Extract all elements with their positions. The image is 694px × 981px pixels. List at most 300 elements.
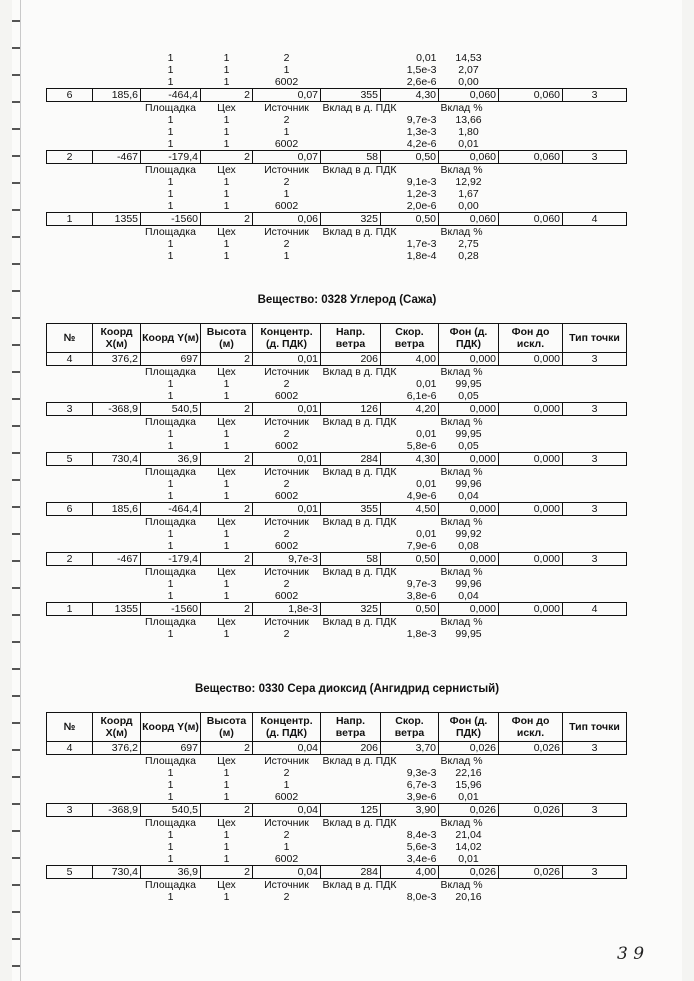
spacer-cell [499,138,627,151]
contribution-cell: 1 [167,390,174,402]
contribution-cell: Вклад в д. ПДК [322,566,397,578]
spacer-cell [499,126,627,138]
table-cell: -179,4 [141,151,201,164]
contribution-row [47,126,627,138]
contribution-cell: 2 [283,829,290,841]
table-cell: 0,07 [253,89,321,102]
table-cell: 5 [47,453,93,466]
contribution-cell: 1 [223,791,230,803]
contribution-cell: Вклад в д. ПДК [322,102,397,114]
contribution-cell: 6002 [274,590,299,602]
contribution-cell: 1 [167,76,174,88]
contribution-cell: 1 [167,126,174,138]
contribution-cell: Цех [217,616,236,628]
table-cell: 0,000 [499,553,563,566]
spacer-cell [499,590,627,603]
table-cell: -1560 [141,213,201,226]
table-cell: 58 [321,553,381,566]
table-cell: 1355 [93,603,141,616]
contribution-cell: 0,01 [416,528,437,540]
contribution-cell: 2,75 [458,238,479,250]
table-cell: 0,50 [381,603,439,616]
contribution-cell: 2 [283,176,290,188]
contribution-cell: Вклад % [440,616,483,628]
contribution-cell: 2,6e-6 [406,76,437,88]
table-cell: 0,026 [499,804,563,817]
table-cell: 0,000 [439,603,499,616]
spacer-cell [47,226,141,239]
contribution-cell: Вклад в д. ПДК [322,366,397,378]
spacer-cell [47,841,141,853]
contribution-cell: Вклад % [440,466,483,478]
contribution-cell: Вклад % [440,366,483,378]
contribution-row [47,176,627,188]
spacer-cell [47,76,141,89]
contribution-cell: Площадка [145,164,196,176]
contribution-cell: Площадка [145,879,196,891]
contribution-cell: 9,7e-3 [406,114,437,126]
contribution-row [47,791,627,804]
contribution-cell: 0,01 [458,791,479,803]
contribution-cell: 6002 [274,138,299,150]
contribution-cell: 1 [223,126,230,138]
spacer-cell [47,440,141,453]
contribution-cell: 1 [283,126,290,138]
contribution-cell: Вклад в д. ПДК [322,416,397,428]
contribution-cell: 1 [167,176,174,188]
table-cell: -464,4 [141,89,201,102]
table-cell: 284 [321,866,381,879]
contribution-cell: 1 [167,238,174,250]
table-cell: 0,060 [439,213,499,226]
contribution-cell: 1 [167,200,174,212]
column-header: Напр. ветра [321,324,381,353]
contribution-cell: 2 [283,578,290,590]
column-header: Фон (д. ПДК) [439,324,499,353]
contribution-cell: 0,01 [416,428,437,440]
spacer-cell [499,390,627,403]
contribution-cell: Цех [217,416,236,428]
spacer-cell [47,126,141,138]
table-cell: 3 [563,403,627,416]
table-cell: 3 [47,403,93,416]
table-cell: -368,9 [93,403,141,416]
table-cell: 2 [201,89,253,102]
spacer-cell [47,791,141,804]
spacer-cell [47,779,141,791]
table-cell: 0,50 [381,213,439,226]
contribution-cell: Вклад % [440,879,483,891]
contribution-row [47,767,627,779]
table-cell: 185,6 [93,503,141,516]
contribution-cell: 1 [167,891,174,903]
table-cell: 540,5 [141,403,201,416]
column-header: Высота (м) [201,324,253,353]
contribution-header [47,817,627,830]
contribution-cell: Вклад в д. ПДК [322,226,397,238]
contribution-cell: 1,5e-3 [406,64,437,76]
contribution-cell: Цех [217,226,236,238]
contribution-cell: 1,80 [458,126,479,138]
table-cell: 355 [321,89,381,102]
contribution-header [47,102,627,115]
spacer-cell [499,428,627,440]
spacer-cell [47,428,141,440]
contribution-cell: 1,67 [458,188,479,200]
contribution-cell: 6002 [274,390,299,402]
table-cell: 3 [563,353,627,366]
contribution-cell: Площадка [145,817,196,829]
table-cell: 2 [201,453,253,466]
contribution-cell: 1 [167,188,174,200]
table-cell: 4,30 [381,89,439,102]
contribution-cell: Вклад % [440,516,483,528]
substance-0328-table [46,323,627,640]
table-cell: 3 [563,866,627,879]
spacer-cell [47,853,141,866]
contribution-cell: 1 [167,590,174,602]
spacer-cell [47,879,141,892]
contribution-cell: 1 [167,578,174,590]
contribution-cell: 1 [167,628,174,640]
continuation-table [46,52,627,262]
table-cell: 0,000 [499,603,563,616]
table-cell: 125 [321,804,381,817]
column-header: Тип точки [563,324,627,353]
contribution-cell: Цех [217,817,236,829]
table-cell: 325 [321,603,381,616]
contribution-cell: Площадка [145,616,196,628]
contribution-cell: Цех [217,516,236,528]
column-header: Скор. ветра [381,324,439,353]
contribution-row [47,779,627,791]
contribution-cell: 1,8e-3 [406,628,437,640]
spacer-cell [47,238,141,250]
contribution-cell: 2 [283,238,290,250]
contribution-cell: 9,7e-3 [406,578,437,590]
contribution-cell: Вклад % [440,416,483,428]
contribution-cell: 1 [223,853,230,865]
contribution-cell: 0,01 [416,478,437,490]
table-cell: 0,01 [253,503,321,516]
contribution-row [47,114,627,126]
spacer-cell [47,52,141,64]
spacer-cell [499,102,627,115]
spacer-cell [47,102,141,115]
column-header: Высота (м) [201,713,253,742]
contribution-cell: 6002 [274,853,299,865]
table-cell: 0,04 [253,742,321,755]
contribution-cell: 5,6e-3 [406,841,437,853]
table-cell: -368,9 [93,804,141,817]
contribution-cell: Вклад в д. ПДК [322,466,397,478]
contribution-cell: 6002 [274,490,299,502]
table-cell: 4 [47,353,93,366]
table-cell: 4 [563,213,627,226]
spacer-cell [47,566,141,579]
contribution-row [47,200,627,213]
contribution-cell: 21,04 [455,829,482,841]
spacer-cell [499,841,627,853]
contribution-cell: 1 [283,250,290,262]
contribution-cell: Вклад в д. ПДК [322,879,397,891]
spacer-cell [499,817,627,830]
column-header: Скор. ветра [381,713,439,742]
spacer-cell [47,138,141,151]
contribution-cell: 2 [283,628,290,640]
spacer-cell [499,250,627,262]
table-cell: 0,06 [253,213,321,226]
table-cell: 0,060 [439,151,499,164]
table-cell: 0,04 [253,866,321,879]
contribution-header [47,164,627,177]
contribution-row [47,478,627,490]
contribution-cell: 6002 [274,200,299,212]
contribution-cell: 1 [167,478,174,490]
contribution-cell: 9,1e-3 [406,176,437,188]
contribution-cell: Площадка [145,566,196,578]
table-cell: 9,7e-3 [253,553,321,566]
table-row [47,742,627,755]
contribution-cell: Источник [264,755,309,767]
contribution-cell: 1 [223,250,230,262]
contribution-row [47,188,627,200]
contribution-cell: Вклад % [440,102,483,114]
table-cell: 2 [47,151,93,164]
contribution-cell: 1 [283,64,290,76]
spacer-cell [499,76,627,89]
contribution-cell: 1 [167,779,174,791]
table-cell: 697 [141,353,201,366]
contribution-cell: 99,96 [455,478,482,490]
table-cell: 4,30 [381,453,439,466]
contribution-row [47,841,627,853]
column-header: Тип точки [563,713,627,742]
table-cell: 376,2 [93,353,141,366]
table-cell: 126 [321,403,381,416]
contribution-row [47,891,627,903]
contribution-cell: 99,92 [455,528,482,540]
spacer-cell [499,200,627,213]
table-cell: 0,000 [499,353,563,366]
contribution-cell: 1 [223,114,230,126]
spacer-cell [47,366,141,379]
table-row [47,804,627,817]
table-cell: 3 [563,453,627,466]
contribution-cell: 1,2e-3 [406,188,437,200]
table-cell: 6 [47,89,93,102]
table-cell: 697 [141,742,201,755]
contribution-header [47,366,627,379]
contribution-cell: Вклад в д. ПДК [322,616,397,628]
column-header: Концентр. (д. ПДК) [253,713,321,742]
contribution-row [47,428,627,440]
contribution-cell: 1 [167,767,174,779]
contribution-cell: 1 [223,200,230,212]
table-cell: 36,9 [141,866,201,879]
spacer-cell [47,616,141,629]
contribution-cell: 2 [283,114,290,126]
table-cell: 0,000 [439,353,499,366]
table-row [47,553,627,566]
contribution-cell: 1 [167,490,174,502]
spacer-cell [499,466,627,479]
contribution-cell: Источник [264,226,309,238]
column-header: Фон до искл. [499,713,563,742]
spacer-cell [499,416,627,429]
contribution-cell: 0,28 [458,250,479,262]
table-cell: 3 [563,804,627,817]
table-row [47,603,627,616]
contribution-cell: Источник [264,102,309,114]
contribution-cell: 20,16 [455,891,482,903]
substance-0330-table [46,712,627,903]
contribution-row [47,528,627,540]
contribution-cell: 14,02 [455,841,482,853]
contribution-cell: 0,05 [458,390,479,402]
table-cell: -464,4 [141,503,201,516]
table-cell: 0,060 [499,89,563,102]
contribution-cell: 99,95 [455,428,482,440]
contribution-cell: 2 [283,528,290,540]
spacer-cell [499,767,627,779]
contribution-cell: 5,8e-6 [406,440,437,452]
spacer-cell [47,590,141,603]
table-cell: 3,90 [381,804,439,817]
contribution-cell: 1 [223,76,230,88]
contribution-cell: Источник [264,164,309,176]
contribution-header [47,566,627,579]
contribution-cell: Площадка [145,366,196,378]
spacer-cell [47,829,141,841]
contribution-cell: Площадка [145,755,196,767]
table-row [47,353,627,366]
contribution-header [47,755,627,768]
contribution-cell: 1 [223,628,230,640]
contribution-cell: 2,07 [458,64,479,76]
spacer-cell [47,817,141,830]
contribution-row [47,52,627,64]
contribution-cell: Площадка [145,516,196,528]
table-cell: 730,4 [93,866,141,879]
table-cell: 0,000 [499,503,563,516]
contribution-cell: 1 [223,478,230,490]
table-cell: 0,000 [499,403,563,416]
spacer-cell [499,616,627,629]
contribution-cell: 1 [167,791,174,803]
contribution-cell: 2 [283,891,290,903]
contribution-row [47,64,627,76]
contribution-cell: 1 [223,176,230,188]
spacer-cell [499,755,627,768]
spacer-cell [499,490,627,503]
contribution-cell: 1 [223,238,230,250]
table-cell: 2 [201,866,253,879]
contribution-cell: Источник [264,566,309,578]
contribution-row [47,238,627,250]
contribution-cell: 1 [167,114,174,126]
table-header-row [47,713,627,742]
table-cell: 4,20 [381,403,439,416]
table-cell: 0,04 [253,804,321,817]
table-cell: 2 [201,804,253,817]
contribution-header [47,466,627,479]
contribution-cell: Источник [264,616,309,628]
contribution-row [47,853,627,866]
spacer-cell [499,52,627,64]
contribution-row [47,390,627,403]
contribution-cell: Вклад в д. ПДК [322,516,397,528]
substance-title: Вещество: 0328 Углерод (Сажа) [257,294,437,306]
contribution-cell: 1 [283,188,290,200]
table-cell: 3 [563,89,627,102]
table-cell: 2 [201,151,253,164]
spacer-cell [499,879,627,892]
contribution-cell: Источник [264,366,309,378]
table-cell: 325 [321,213,381,226]
page-number: 3 9 [617,944,645,964]
contribution-cell: 1 [167,540,174,552]
spacer-cell [499,366,627,379]
contribution-cell: Цех [217,566,236,578]
spacer-cell [47,755,141,768]
contribution-cell: 1 [283,841,290,853]
contribution-cell: 12,92 [455,176,482,188]
table-cell: 3 [563,742,627,755]
contribution-cell: 1 [223,64,230,76]
contribution-cell: 22,16 [455,767,482,779]
contribution-cell: 1 [223,428,230,440]
table-cell: 0,060 [499,213,563,226]
table-cell: 0,026 [439,866,499,879]
contribution-cell: Вклад в д. ПДК [322,755,397,767]
contribution-cell: 6002 [274,440,299,452]
contribution-cell: 3,8e-6 [406,590,437,602]
spacer-cell [47,478,141,490]
table-cell: 0,50 [381,151,439,164]
contribution-cell: 2 [283,428,290,440]
spacer-cell [499,114,627,126]
contribution-cell: Площадка [145,466,196,478]
contribution-cell: 2,0e-6 [406,200,437,212]
contribution-row [47,250,627,262]
table-cell: 0,000 [439,553,499,566]
spacer-cell [499,791,627,804]
contribution-cell: 0,04 [458,590,479,602]
contribution-cell: Вклад в д. ПДК [322,817,397,829]
contribution-cell: 1 [223,779,230,791]
table-cell: 206 [321,353,381,366]
contribution-row [47,540,627,553]
table-row [47,151,627,164]
table-cell: 1,8e-3 [253,603,321,616]
contribution-cell: 9,3e-3 [406,767,437,779]
table-cell: 284 [321,453,381,466]
contribution-cell: 0,08 [458,540,479,552]
contribution-cell: 0,01 [416,378,437,390]
contribution-cell: 0,04 [458,490,479,502]
table-cell: 2 [201,553,253,566]
table-cell: 6 [47,503,93,516]
table-row [47,866,627,879]
contribution-cell: 1 [223,138,230,150]
table-cell: 0,000 [499,453,563,466]
contribution-cell: Вклад % [440,755,483,767]
table-cell: 1 [47,213,93,226]
contribution-cell: Источник [264,416,309,428]
table-cell: 0,01 [253,453,321,466]
table-row [47,503,627,516]
